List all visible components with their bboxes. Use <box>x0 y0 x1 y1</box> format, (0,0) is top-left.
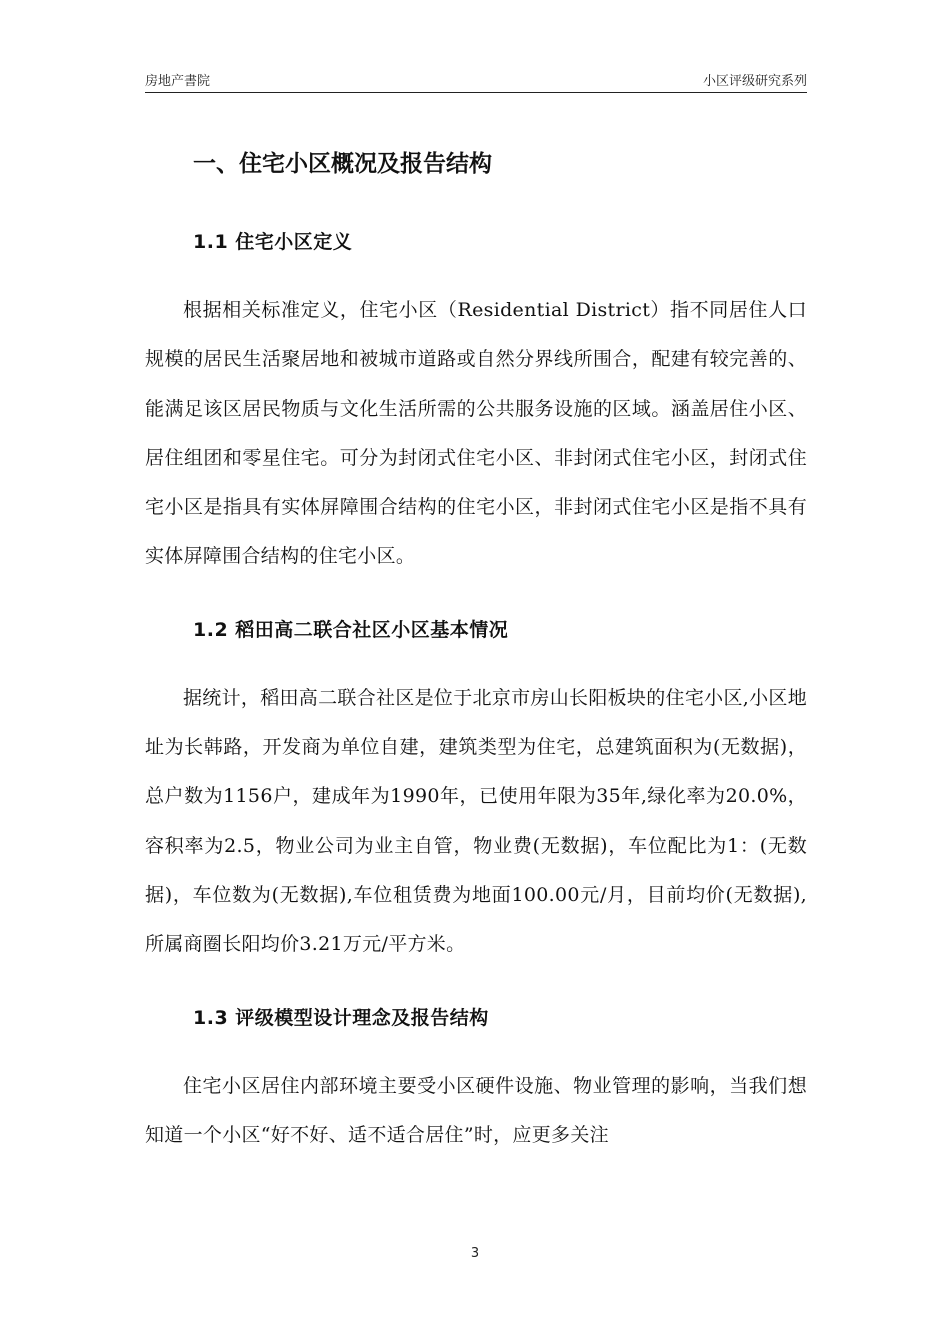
paragraph-1-2: 据统计，稻田高二联合社区是位于北京市房山长阳板块的住宅小区,小区地址为长韩路，开发商为单位自建，建筑类型为住宅，总建筑面积为(无数据)，总户数为1156户，建成年为1990年，已使用年限为35年,绿化率为20.0%，容积率为2.5，物业公司为业主自管，物业费(无数据)，车位配比为1：(无数据)，车位数为(无数据),车位租赁费为地面100.00元/月，目前均价(无数据),所属商圈长阳均价3.21万元/平方米。 <box>145 686 807 956</box>
subsection-heading-1-2: 1.2 稻田高二联合社区小区基本情况 <box>193 618 509 641</box>
paragraph-1-3: 住宅小区居住内部环境主要受小区硬件设施、物业管理的影响，当我们想知道一个小区“好不好、适不适合居住”时，应更多关注 <box>145 1074 807 1146</box>
paragraph-1-1: 根据相关标准定义，住宅小区（Residential District）指不同居住人口规模的居民生活聚居地和被城市道路或自然分界线所围合，配建有较完善的、能满足该区居民物质与文化生活所需的公共服务设施的区域。涵盖居住小区、居住组团和零星住宅。可分为封闭式住宅小区、非封闭式住宅小区，封闭式住宅小区是指具有实体屏障围合结构的住宅小区，非封闭式住宅小区是指不具有实体屏障围合结构的住宅小区。 <box>145 299 807 568</box>
document-body <box>145 140 807 1160</box>
subsection-heading-1-3: 1.3 评级模型设计理念及报告结构 <box>193 1006 489 1029</box>
header-publisher: 房地产書院 <box>145 74 211 89</box>
page-number: 3 <box>470 1246 480 1261</box>
subsection-heading-1-1: 1.1 住宅小区定义 <box>193 231 353 253</box>
section-title: 一、住宅小区概况及报告结构 <box>193 151 492 177</box>
page-header <box>145 66 807 93</box>
header-series-title: 小区评级研究系列 <box>702 74 807 89</box>
